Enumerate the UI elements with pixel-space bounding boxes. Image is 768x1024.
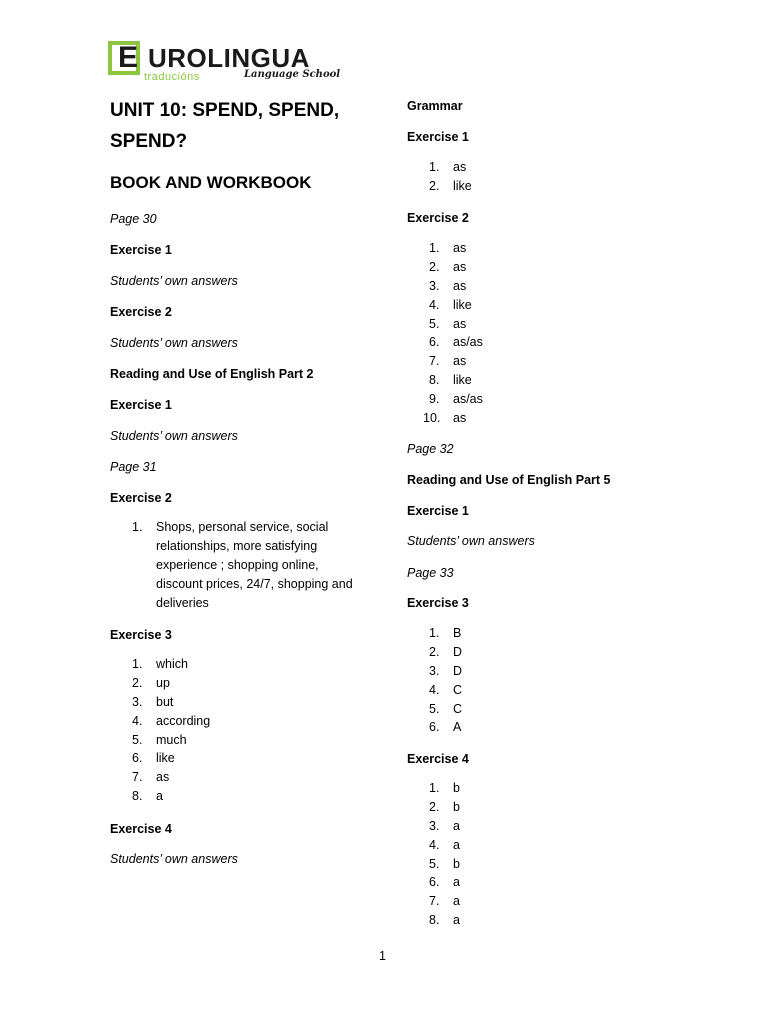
unit-title-line1: UNIT 10: SPEND, SPEND, xyxy=(110,100,340,121)
list-text: b xyxy=(453,799,460,814)
exercise-heading: Exercise 4 xyxy=(407,752,469,766)
list-text: as/as xyxy=(453,335,483,350)
exercise-heading: Exercise 4 xyxy=(110,822,172,836)
section-heading: Reading and Use of English Part 2 xyxy=(110,367,314,381)
list-number: 6. xyxy=(429,335,440,350)
list-text: like xyxy=(453,178,472,193)
exercise-heading: Exercise 1 xyxy=(407,130,469,144)
logo-school-text: Language School xyxy=(244,69,341,80)
page-label-31: Page 31 xyxy=(110,460,157,474)
list-number: 1. xyxy=(429,781,440,795)
list-number: 3. xyxy=(132,694,143,709)
page-label-33: Page 33 xyxy=(407,566,454,580)
list-number: 6. xyxy=(429,875,440,890)
list-number: 3. xyxy=(429,278,440,293)
exercise-heading: Exercise 1 xyxy=(407,504,469,518)
list-text: which xyxy=(156,657,188,671)
list-text: as xyxy=(453,241,467,255)
exercise-heading: Exercise 2 xyxy=(110,305,172,319)
list-text: as xyxy=(453,278,467,293)
list-number: 2. xyxy=(429,799,440,814)
list-number: 8. xyxy=(429,373,440,388)
list-text: like xyxy=(453,297,472,312)
list-text: a xyxy=(453,875,460,890)
list-number: 1. xyxy=(132,657,143,671)
list-number: 8. xyxy=(132,789,143,804)
logo-subtitle: traducións xyxy=(144,71,200,83)
list-text: D xyxy=(453,644,463,659)
list-number: 7. xyxy=(429,354,440,369)
list-number: 2. xyxy=(132,675,143,690)
section-heading: Grammar xyxy=(407,99,463,113)
list-number: 1. xyxy=(429,241,440,255)
answer-text: Students’ own answers xyxy=(110,336,238,350)
exercise-heading: Exercise 3 xyxy=(407,596,469,610)
list-number: 7. xyxy=(429,894,440,909)
logo-wordmark: UROLINGUA xyxy=(148,43,310,73)
list-number: 1. xyxy=(429,626,440,640)
list-text: b xyxy=(453,856,460,871)
list-text: C xyxy=(453,701,463,716)
list-text: as xyxy=(453,411,467,426)
list-text: a xyxy=(156,789,163,804)
answer-text: Students’ own answers xyxy=(110,852,238,866)
list-number: 9. xyxy=(429,392,440,407)
list-text: according xyxy=(156,713,211,728)
list-text: A xyxy=(453,720,462,735)
section-heading: Reading and Use of English Part 5 xyxy=(407,473,611,487)
list-number: 10. xyxy=(423,411,441,426)
list-number: 2. xyxy=(429,644,440,659)
list-text: D xyxy=(453,663,463,678)
list-number: 6. xyxy=(429,720,440,735)
list-text: b xyxy=(453,781,460,795)
list-number: 5. xyxy=(429,316,440,331)
list-text: like xyxy=(453,373,472,388)
exercise-heading: Exercise 3 xyxy=(110,628,172,642)
list-number: 3. xyxy=(429,818,440,833)
list-number: 1. xyxy=(132,520,143,534)
list-text: as xyxy=(453,160,467,174)
list-text: much xyxy=(156,732,187,747)
list-number: 4. xyxy=(429,297,440,312)
page-number: 1 xyxy=(379,949,386,963)
list-number: 5. xyxy=(429,856,440,871)
list-number: 1. xyxy=(429,160,440,174)
list-text: a xyxy=(453,818,460,833)
list-number: 2. xyxy=(429,178,440,193)
list-text: a xyxy=(453,913,460,928)
eurolingua-logo xyxy=(108,41,348,87)
list-number: 3. xyxy=(429,663,440,678)
list-number: 2. xyxy=(429,259,440,274)
list-number: 6. xyxy=(132,751,143,766)
section-subtitle: BOOK AND WORKBOOK xyxy=(110,173,312,192)
exercise-heading: Exercise 1 xyxy=(110,398,172,412)
list-number: 5. xyxy=(132,732,143,747)
answer-text: Students’ own answers xyxy=(110,274,238,288)
exercise-heading: Exercise 2 xyxy=(110,491,172,505)
list-number: 4. xyxy=(429,837,440,852)
list-text: as xyxy=(453,259,467,274)
list-text: as xyxy=(156,770,170,785)
list-text: a xyxy=(453,894,460,909)
answer-text: Students’ own answers xyxy=(110,429,238,443)
list-text: as/as xyxy=(453,392,483,407)
list-number: 7. xyxy=(132,770,143,785)
list-text: B xyxy=(453,626,462,640)
list-number: 4. xyxy=(429,682,440,697)
exercise-heading: Exercise 2 xyxy=(407,211,469,225)
answer-text: Students’ own answers xyxy=(407,534,535,548)
list-text: as xyxy=(453,354,467,369)
logo-letter: E xyxy=(118,41,139,74)
list-text: up xyxy=(156,675,170,690)
list-text: as xyxy=(453,316,467,331)
list-text: C xyxy=(453,682,463,697)
page-label-32: Page 32 xyxy=(407,442,454,456)
list-text: like xyxy=(156,751,175,766)
list-number: 5. xyxy=(429,701,440,716)
list-text: Shops, personal service, social relationships, more satisfying experience ; shopping online, discount prices, 24/7, shopping and deliveries xyxy=(156,520,353,610)
list-number: 4. xyxy=(132,713,143,728)
list-text: a xyxy=(453,837,460,852)
exercise-heading: Exercise 1 xyxy=(110,243,172,257)
list-number: 8. xyxy=(429,913,440,928)
unit-title-line2: SPEND? xyxy=(110,131,188,152)
list-text: but xyxy=(156,694,174,709)
page-label-30: Page 30 xyxy=(110,212,157,226)
